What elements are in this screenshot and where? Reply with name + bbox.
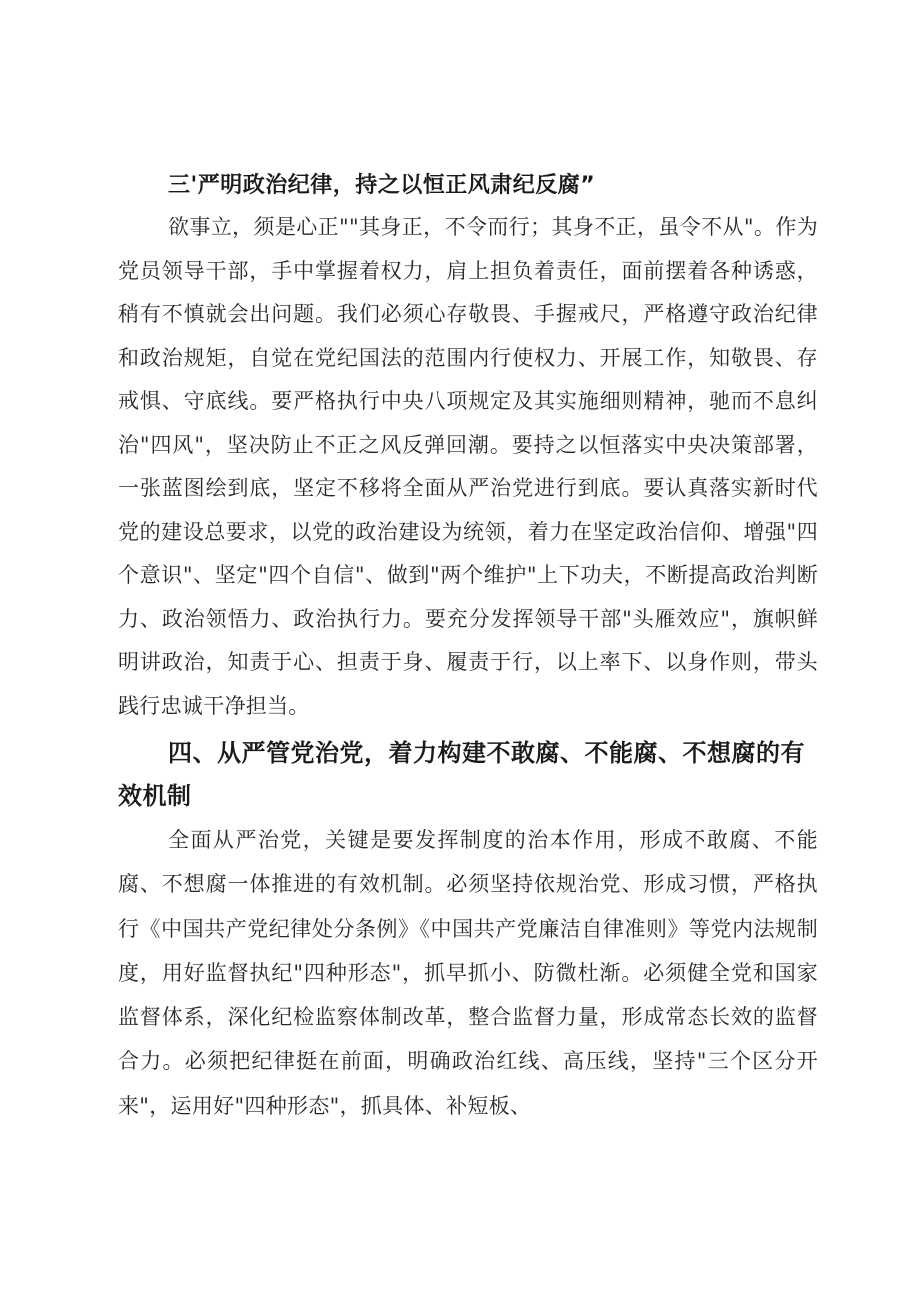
section-4-paragraph: 全面从严治党，关键是要发挥制度的治本作用，形成不敢腐、不能腐、不想腐一体推进的有效机制。必须坚持依规治党、形成习惯，严格执行《中国共产党纪律处分条例》《中国共产党廉洁自律准则》等党内法规制度，用好监督执纪"四种形态"，抓早抓小、防微杜渐。必须健全党和国家监督体系，深化纪检监察体制改革，整合监督力量，形成常态长效的监督合力。必须把纪律挺在前面，明确政治红线、高压线，坚持"三个区分开来"，运用好"四种形态"，抓具体、补短板、 [118, 828, 818, 1118]
document-content [118, 166, 818, 1128]
section-4-heading: 四、从严管党治党，着力构建不敢腐、不能腐、不想腐的有效机制 [118, 739, 805, 810]
section-3-paragraph: 欲事立，须是心正""其身正，不令而行；其身不正，虽令不从"。作为党员领导干部，手中掌握着权力，肩上担负着责任，面前摆着各种诱惑，稍有不慎就会出问题。我们必须心存敬畏、手握戒尺，严格遵守政治纪律和政治规矩，自觉在党纪国法的范围内行使权力、开展工作，知敬畏、存戒惧、守底线。要严格执行中央八项规定及其实施细则精神，驰而不息纠治"四风"，坚决防止不正之风反弹回潮。要持之以恒落实中央决策部署，一张蓝图绘到底，坚定不移将全面从严治党进行到底。要认真落实新时代党的建设总要求，以党的政治建设为统领，着力在坚定政治信仰、增强"四个意识"、坚定"四个自信"、做到"两个维护"上下功夫，不断提高政治判断力、政治领悟力、政治执行力。要充分发挥领导干部"头雁效应"，旗帜鲜明讲政治，知责于心、担责于身、履责于行，以上率下、以身作则，带头践行忠诚干净担当。 [118, 215, 818, 718]
section-3-heading: 三'严明政治纪律，持之以恒正风肃纪反腐” [168, 173, 596, 198]
